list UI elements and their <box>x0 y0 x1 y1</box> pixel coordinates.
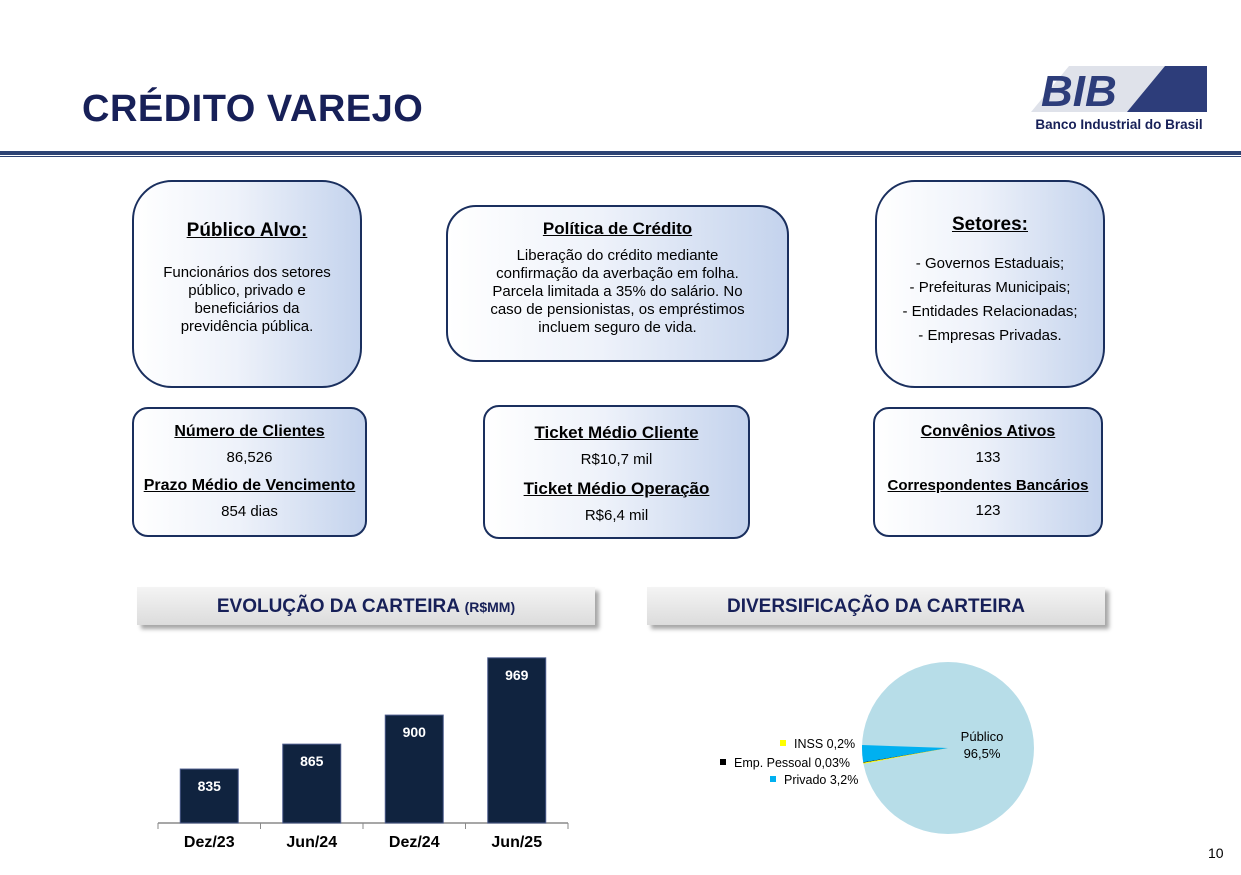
pie-legend-swatch <box>770 776 776 782</box>
evolucao-band <box>137 587 595 625</box>
pie-legend-swatch <box>780 740 786 746</box>
pie-legend-label: INSS 0,2% <box>794 737 856 751</box>
convenios-label: Convênios Ativos <box>920 423 1056 440</box>
politica-credito-line: Liberação do crédito mediante <box>516 247 719 264</box>
bar-value-label: 969 <box>505 666 529 683</box>
publico-alvo-line: beneficiários da <box>194 300 300 317</box>
ticket-cliente-value: R$10,7 mil <box>580 451 653 468</box>
diversificacao-title: DIVERSIFICAÇÃO DA CARTEIRA <box>726 596 1026 617</box>
header-rule <box>0 151 1241 155</box>
politica-credito-line: incluem seguro de vida. <box>538 319 697 336</box>
publico-alvo-line: Funcionários dos setores <box>163 264 331 281</box>
clientes-card <box>132 407 367 537</box>
convenios-card <box>873 407 1103 537</box>
diversificacao-band <box>647 587 1105 625</box>
ticket-operacao-label: Ticket Médio Operação <box>523 479 710 498</box>
politica-credito-line: confirmação da averbação em folha. <box>496 265 739 282</box>
correspondentes-label: Correspondentes Bancários <box>887 477 1089 494</box>
bib-logo-mark <box>1031 66 1207 112</box>
setores-line: - Governos Estaduais; <box>915 255 1065 272</box>
clientes-value: 86,526 <box>226 449 273 466</box>
clientes-label: Número de Clientes <box>174 423 325 440</box>
pie-legend-swatch <box>720 759 726 765</box>
page-number: 10 <box>1208 845 1224 861</box>
setores-line: - Empresas Privadas. <box>918 327 1062 344</box>
prazo-label: Prazo Médio de Vencimento <box>143 477 356 494</box>
logo-subtitle: Banco Industrial do Brasil <box>1035 117 1203 132</box>
bib-logo <box>1027 66 1211 136</box>
setores-line: - Prefeituras Municipais; <box>909 279 1071 296</box>
diversificacao-pie-chart <box>700 650 1080 850</box>
setores-line: - Entidades Relacionadas; <box>902 303 1078 320</box>
bar-value-label: 835 <box>197 778 221 795</box>
x-tick-label: Dez/24 <box>388 834 440 851</box>
politica-credito-title: Política de Crédito <box>542 219 693 238</box>
publico-alvo-line: previdência pública. <box>180 318 314 335</box>
x-tick-label: Jun/24 <box>286 834 338 851</box>
politica-credito-line: caso de pensionistas, os empréstimos <box>490 301 745 318</box>
pie-legend-label: Emp. Pessoal 0,03% <box>734 756 851 770</box>
evolucao-bar-chart <box>140 645 580 860</box>
setores-title: Setores: <box>951 214 1029 235</box>
publico-alvo-card <box>132 180 362 388</box>
pie-legend-label: Privado 3,2% <box>784 773 859 787</box>
page-title: CRÉDITO VAREJO <box>82 88 424 130</box>
politica-credito-card <box>446 205 789 362</box>
bar-value-label: 900 <box>402 724 426 741</box>
pie-label-publico-name: Público <box>960 729 1004 744</box>
x-tick-label: Jun/25 <box>491 834 543 851</box>
correspondentes-value: 123 <box>975 502 1001 519</box>
publico-alvo-title: Público Alvo: <box>186 220 308 241</box>
x-tick-label: Dez/23 <box>183 834 235 851</box>
prazo-value: 854 dias <box>221 503 278 520</box>
header-rule-thin <box>0 156 1241 157</box>
setores-card <box>875 180 1105 388</box>
evolucao-unit: (R$MM) <box>464 599 516 615</box>
evolucao-title: EVOLUÇÃO DA CARTEIRA <box>216 596 460 617</box>
ticket-cliente-label: Ticket Médio Cliente <box>534 423 699 442</box>
ticket-operacao-value: R$6,4 mil <box>584 507 649 524</box>
pie-label-publico-value: 96,5% <box>963 746 1001 761</box>
politica-credito-line: Parcela limitada a 35% do salário. No <box>492 283 743 300</box>
convenios-value: 133 <box>975 449 1001 466</box>
publico-alvo-line: público, privado e <box>188 282 306 299</box>
bar-value-label: 865 <box>300 753 324 770</box>
bib-logo-text: BIB <box>1041 67 1117 112</box>
ticket-card <box>483 405 750 539</box>
